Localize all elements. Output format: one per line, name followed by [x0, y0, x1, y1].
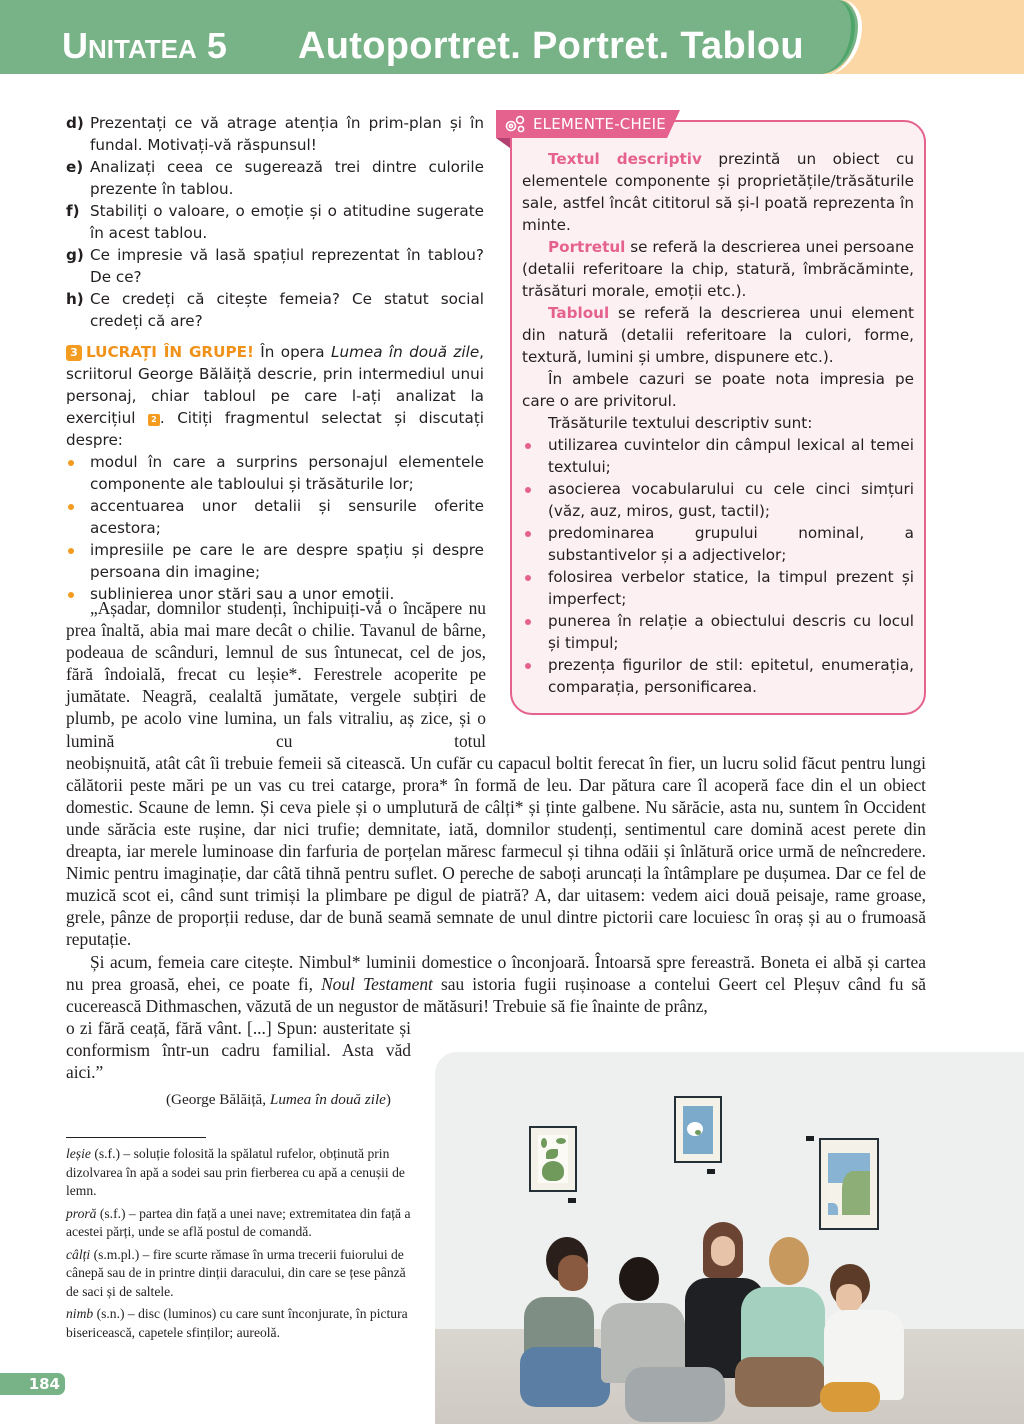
- excerpt-source: (George Bălăiță, Lumea în două zile): [166, 1091, 391, 1108]
- question-h: h) Ce credeți că citește femeia? Ce statut social credeți că are?: [66, 290, 484, 330]
- student-boy-white: [820, 1264, 920, 1424]
- list-item: accentuarea unor detalii și sensurile oferite acestora;: [66, 495, 484, 539]
- list-item: asocierea vocabularului cu cele cinci simțuri (văz, auz, miros, gust, tactil);: [522, 478, 914, 522]
- definition-portrait: Portretul se referă la descrierea unei persoane (detalii referitoare la chip, statură, îmbrăcăminte, trăsături morale, emoții etc.).: [522, 238, 914, 300]
- gears-icon: [503, 114, 527, 134]
- excerpt-part-2: neobișnuită, atât cât îi trebuie femeii să citească. Un cufăr cu capacul boltit ferecat în fier, un lucru solid făcut pentru lungi călătorii peste mări pe un vas cu trei catarge, prora* în formă de leu. Dar pătura care îl acoperă face din el un obiect domestic. Scaune de lemn. Și ceva piele și o umplutură de câlți* și ținte galbene. Nu sărăcie, asta nu, suntem în Occident unde sărăcia este rușine, dar nici trufie; demnitate, iată, domnilor studenți, sentimentul care domină acest perete din dreapta, iar merele luminoase din farfuria de porțelan măresc farmecul și tihna odăii și înlătură orice urmă de neîncredere. Nimic pentru imaginație, dar câtă tihnă pentru suflet. O pereche de saboți aruncați la întâmplare pe dușumea. Dar ce fel de muzică scot ei, când sunt trimiși la plimbare pe digul de piatră? A, dar uitasem: vedem aici două peisaje, rame groase, grele, pânze de proporții reduse, dar de bună seamă semnate de unul dintre pictorii care locuiesc în oraș și au o frumoasă reputație.: [66, 752, 926, 950]
- excerpt-part-4: o zi fără ceață, fără vânt. [...] Spun: austeritate și conformism într-un cadru familial. Asta văd aici.”: [66, 1017, 411, 1082]
- painting-label: [568, 1198, 576, 1203]
- gallery-discussion-photo: [435, 1052, 1024, 1424]
- unit-label: UNITATEA 5: [62, 25, 227, 66]
- list-item: modul în care a surprins personajul elementele componente ale tabloului și trăsăturile lor;: [66, 451, 484, 495]
- work-title: Lumea în două zile: [331, 343, 480, 361]
- list-item: sublinierea unor stări sau a unor emoții.: [66, 583, 484, 605]
- painting-frame-1: [529, 1126, 577, 1192]
- definition-descriptive: Textul descriptiv prezintă un obiect cu elementele componente și proprietățile/trăsăturile sale, astfel încât cititorul să și-l poată reprezenta în minte.: [522, 150, 914, 234]
- footnote-nimb: nimb (s.n.) – disc (luminos) cu care sunt înconjurate, în pictura bisericească, capetele sfinților; aureolă.: [66, 1306, 408, 1340]
- list-item: predominarea grupului nominal, a substantivelor și a adjectivelor;: [522, 522, 914, 566]
- unit-title: Autoportret. Portret. Tablou: [298, 25, 804, 67]
- footnote-rule: [66, 1137, 206, 1138]
- list-item: utilizarea cuvintelor din câmpul lexical al temei textului;: [522, 434, 914, 478]
- list-item: impresiile pe care le are despre spațiu și despre persoana din imagine;: [66, 539, 484, 583]
- question-e: e) Analizați ceea ce sugerează trei dintre culorile prezente în tablou.: [66, 158, 484, 198]
- painting-frame-3: [819, 1138, 879, 1230]
- tab-fold: [496, 138, 510, 148]
- list-item: prezența figurilor de stil: epitetul, enumerația, comparația, personificarea.: [522, 654, 914, 698]
- glossary-footnotes: [66, 1145, 416, 1346]
- unit-header: [0, 0, 1024, 74]
- definition-tableau: Tabloul se referă la descrierea unui element din natură (detalii referitoare la culori, forme, textură, lumini și umbre, dispunere etc.).: [522, 304, 914, 366]
- painting-label: [806, 1136, 814, 1141]
- student-boy-grey: [595, 1257, 725, 1424]
- excerpt-part-1: „Așadar, domnilor studenți, închipuiți-vă o încăpere nu prea înaltă, abia mai mare decât o chilie. Tavanul de bârne, podeaua de scânduri, lemnul de sus întunecat, cel de jos, fără îndoială, frecat cu leșie*. Ferestrele acoperite pe jumătate. Neagră, cealaltă jumătate, vergele subțiri de plumb, pe acolo vine lumina, un fals vitraliu, aș zice, și o lumină cu totul: [66, 598, 486, 751]
- task-3-bullets: [66, 451, 484, 605]
- footnote-prora: proră (s.f.) – partea din față a unei nave; extremitatea din față a acestei părți, unde se află postul de comandă.: [66, 1205, 411, 1239]
- painting-frame-2: [674, 1096, 722, 1163]
- question-d: d) Prezentați ce vă atrage atenția în prim-plan și în fundal. Motivați-vă răspunsul!: [66, 114, 484, 154]
- list-item: punerea în relație a obiectului descris cu locul și timpul;: [522, 610, 914, 654]
- features-intro: Trăsăturile textului descriptiv sunt:: [548, 414, 813, 432]
- page-number: 184: [0, 1373, 65, 1395]
- key-elements-title: ELEMENTE-CHEIE: [533, 115, 666, 133]
- task-3: 3 LUCRAȚI ÎN GRUPE! În opera Lumea în două zile, scriitorul George Bălăiță descrie, prin intermediul unui personaj, chiar tabloul pe care l-ați analizat la exercițiul 2 . Citiți fragmentul selectat și discutați despre:: [66, 343, 484, 449]
- task-heading: LUCRAȚI ÎN GRUPE!: [86, 343, 254, 361]
- question-g: g) Ce impresie vă lasă spațiul reprezentat în tablou? De ce?: [66, 246, 484, 286]
- list-item: folosirea verbelor statice, la timpul prezent și imperfect;: [522, 566, 914, 610]
- exercise-ref-badge: 2: [148, 414, 160, 426]
- literary-excerpt: [66, 597, 926, 1083]
- task-number-badge: 3: [66, 345, 82, 361]
- question-f: f) Stabiliți o valoare, o emoție și o atitudine sugerate în acest tablou.: [66, 202, 484, 242]
- footnote-lesie: leșie (s.f.) – soluție folosită la spălatul rufelor, obținută prin dizolvarea în apă a sodei sau prin fierberea cu apă a cenușii de lemn.: [66, 1146, 405, 1198]
- painting-label: [707, 1169, 715, 1174]
- excerpt-part-3: Și acum, femeia care citește. Nimbul* luminii domestice o înconjoară. Întoarsă spre fereastră. Boneta ei albă și cartea nu prea groasă, ehei, ce poate fi, Noul Testament sau istoria fugii rușinoase a contelui Geert cel Pleșuv când fu să cucerească Dithmaschen, văzută de un negustor de mătăsuri! Trebuie să fie înainte de prânz,: [66, 951, 926, 1016]
- impression-note: În ambele cazuri se poate nota impresia pe care o are privitorul.: [522, 370, 914, 410]
- footnote-calti: câlți (s.m.pl.) – fire scurte rămase în urma trecerii fuiorului de cânepă sau de in printre dinții daracului, din care se țese pânză de saci și de saltele.: [66, 1246, 406, 1299]
- exercise-column: [66, 112, 484, 605]
